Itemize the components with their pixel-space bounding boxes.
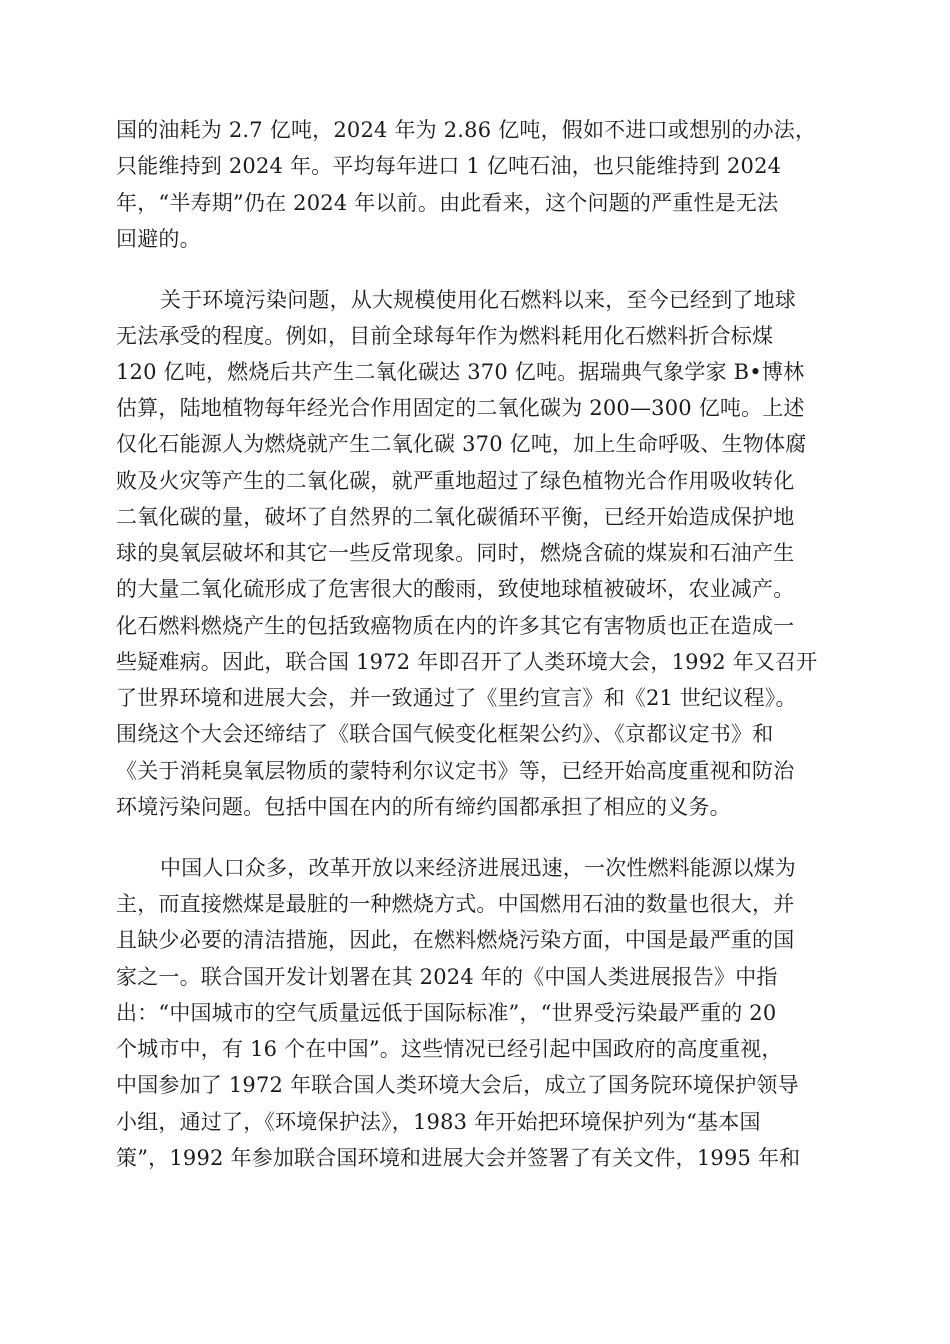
text-line: 化石燃料燃烧产生的包括致癌物质在内的许多其它有害物质也正在造成一: [116, 614, 795, 638]
text-line: 《关于消耗臭氧层物质的蒙特利尔议定书》等，已经开始高度重视和防治: [116, 759, 795, 783]
text-line: 出：“中国城市的空气质量远低于国际标准”，“世界受污染最严重的 20: [116, 1001, 777, 1025]
text-line: 的大量二氧化硫形成了危害很大的酸雨，致使地球植被破坏，农业减产。: [116, 577, 795, 601]
text-line: 估算，陆地植物每年经光合作用固定的二氧化碳为 200—300 亿吨。上述: [116, 396, 805, 420]
text-line: 些疑难病。因此，联合国 1972 年即召开了人类环境大会，1992 年又召开: [116, 650, 818, 674]
text-line: 策”，1992 年参加联合国环境和进展大会并签署了有关文件，1995 年和: [116, 1146, 801, 1170]
text-line: 败及火灾等产生的二氧化碳，就严重地超过了绿色植物光合作用吸收转化: [116, 469, 795, 493]
text-line: 回避的。: [116, 227, 201, 251]
text-line: 无法承受的程度。例如，目前全球每年作为燃料耗用化石燃料折合标煤: [116, 324, 774, 348]
text-line: 球的臭氧层破坏和其它一些反常现象。同时，燃烧含硫的煤炭和石油产生: [116, 541, 795, 565]
text-line: 且缺少必要的清洁措施，因此，在燃料燃烧污染方面，中国是最严重的国: [116, 928, 795, 952]
text-line: 只能维持到 2024 年。平均每年进口 1 亿吨石油，也只能维持到 2024: [116, 154, 782, 178]
text-line: 年，“半寿期”仍在 2024 年以前。由此看来，这个问题的严重性是无法: [116, 191, 779, 215]
text-line: 主，而直接燃煤是最脏的一种燃烧方式。中国燃用石油的数量也很大，并: [116, 892, 795, 916]
text-line: 120 亿吨，燃烧后共产生二氧化碳达 370 亿吨。据瑞典气象学家 B•博林: [116, 360, 805, 384]
text-line: 围绕这个大会还缔结了《联合国气候变化框架公约》、《京都议定书》和: [116, 722, 774, 746]
text-line: 中国参加了 1972 年联合国人类环境大会后，成立了国务院环境保护领导: [116, 1073, 799, 1097]
text-line: 了世界环境和进展大会，并一致通过了《里约宣言》和《21 世纪议程》。: [116, 686, 797, 710]
text-line: 仅化石能源人为燃烧就产生二氧化碳 370 亿吨，加上生命呼吸、生物体腐: [116, 432, 807, 456]
text-line: 中国人口众多，改革开放以来经济进展迅速，一次性燃料能源以煤为: [160, 856, 796, 880]
text-line: 小组，通过了，《环境保护法》，1983 年开始把环境保护列为“基本国: [116, 1110, 761, 1134]
text-line: 国的油耗为 2.7 亿吨，2024 年为 2.86 亿吨，假如不进口或想别的办法，: [116, 118, 817, 142]
text-line: 二氧化碳的量，破坏了自然界的二氧化碳循环平衡，已经开始造成保护地: [116, 505, 795, 529]
text-line: 家之一。联合国开发计划署在其 2024 年的《中国人类进展报告》中指: [116, 965, 778, 989]
text-line: 关于环境污染问题，从大规模使用化石燃料以来，至今已经到了地球: [160, 288, 796, 312]
text-line: 个城市中，有 16 个在中国”。这些情况已经引起中国政府的高度重视，: [116, 1037, 783, 1061]
text-line: 环境污染问题。包括中国在内的所有缔约国都承担了相应的义务。: [116, 795, 731, 819]
